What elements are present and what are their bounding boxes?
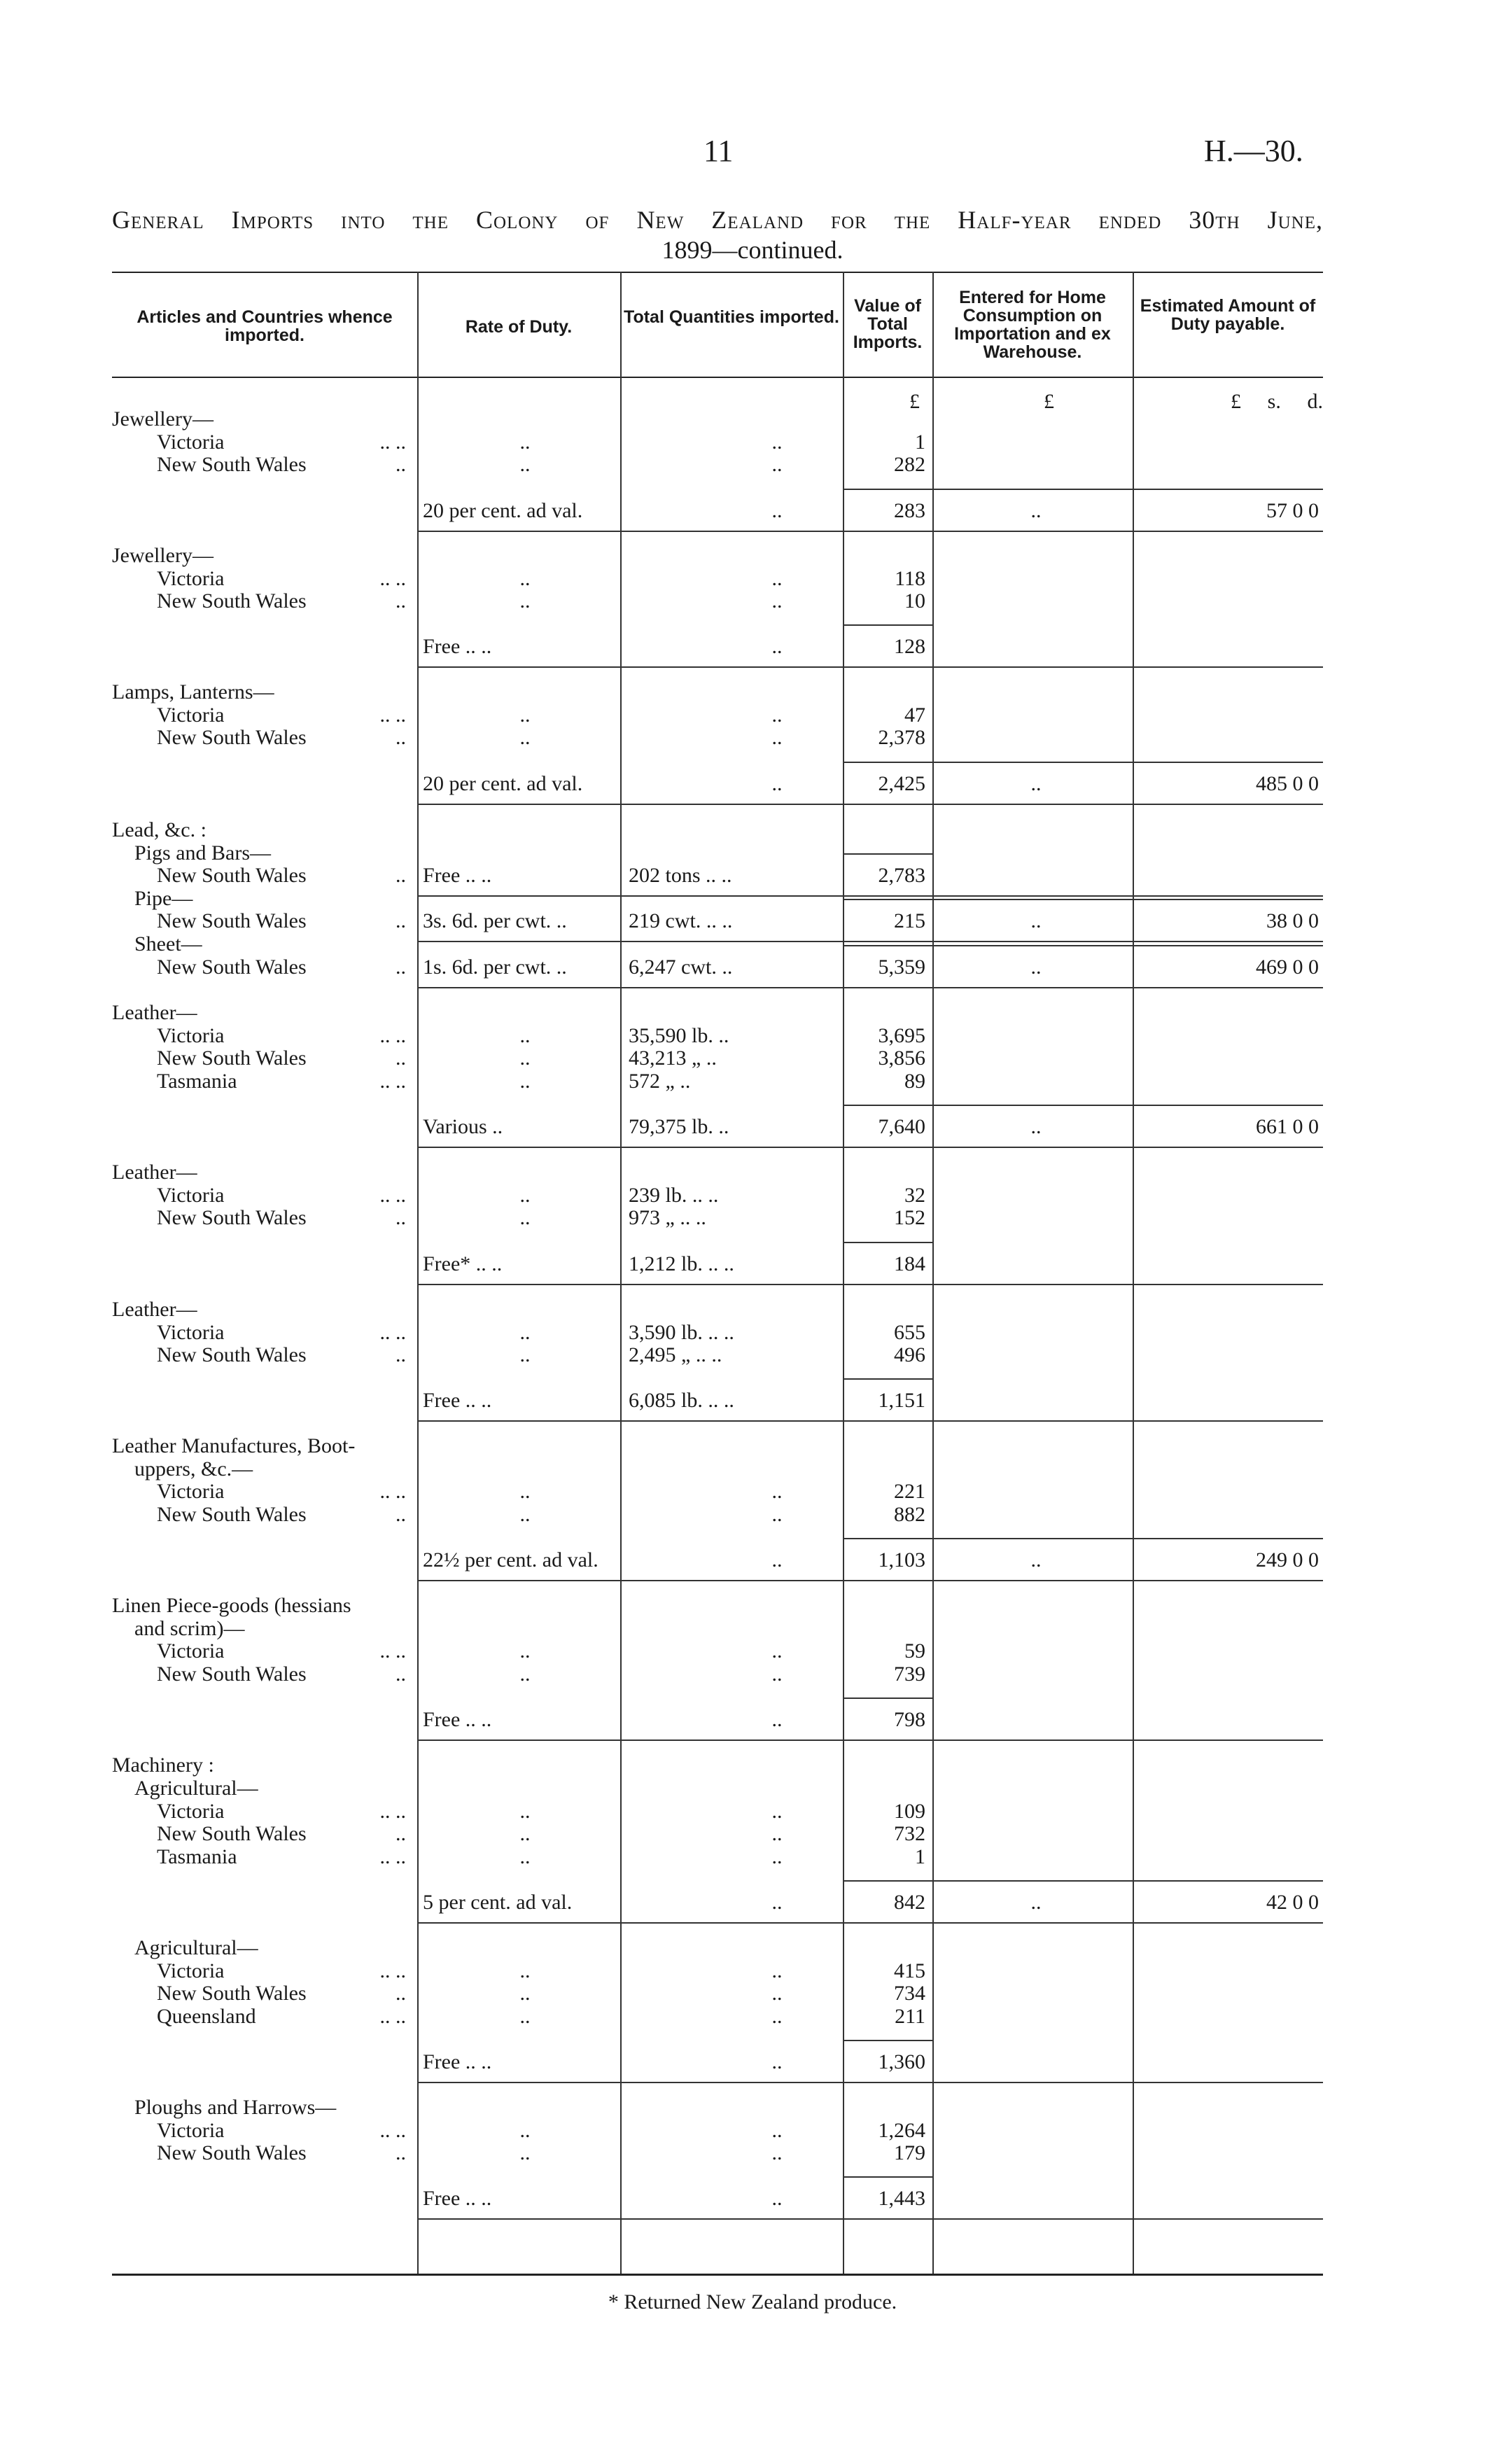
rate-of-duty: Free* .. .. xyxy=(423,1252,503,1275)
article-label: Lead, &c. : xyxy=(112,818,206,841)
value-of-imports: 89 xyxy=(904,1070,925,1093)
rate-of-duty: .. xyxy=(519,567,531,590)
estimated-duty: 57 0 0 xyxy=(1266,499,1319,522)
group-rule xyxy=(417,666,1323,668)
leader-dots: .. .. xyxy=(379,704,406,727)
total-quantity: 3,590 lb. .. .. xyxy=(629,1321,734,1344)
leader-dots: .. .. xyxy=(379,2119,406,2142)
col-head-entered: Entered for Home Consumption on Importation and ex Warehouse. xyxy=(954,288,1111,362)
rate-of-duty: .. xyxy=(519,1503,531,1526)
entered-home-consumption: .. xyxy=(1030,1115,1042,1138)
value-of-imports: 882 xyxy=(894,1503,925,1526)
total-quantity: .. xyxy=(771,1548,783,1572)
column-separator xyxy=(417,272,419,2274)
total-quantity: 202 tons .. .. xyxy=(629,864,732,887)
value-of-imports: 152 xyxy=(894,1206,925,1229)
value-of-imports: 496 xyxy=(894,1343,925,1366)
value-of-imports: 128 xyxy=(894,635,925,658)
leader-dots: .. .. xyxy=(379,1639,406,1662)
entered-home-consumption: .. xyxy=(1030,772,1042,795)
group-rule xyxy=(417,987,1323,988)
leader-dots: .. .. xyxy=(379,1070,406,1093)
table-top-rule xyxy=(112,272,1323,273)
total-quantity: 6,247 cwt. .. xyxy=(629,955,733,979)
total-quantity: .. xyxy=(771,2141,783,2164)
total-quantity: .. xyxy=(771,1891,783,1914)
rate-of-duty: .. xyxy=(519,589,531,612)
leader-dots: .. .. xyxy=(379,1959,406,1982)
article-label: Lamps, Lanterns— xyxy=(112,680,274,704)
total-quantity: .. xyxy=(771,704,783,727)
total-quantity: .. xyxy=(771,1822,783,1845)
article-label: Agricultural— xyxy=(134,1777,258,1800)
article-label: Linen Piece-goods (hessians xyxy=(112,1594,351,1617)
entered-home-consumption: .. xyxy=(1030,955,1042,979)
group-rule xyxy=(417,1284,1323,1285)
subtotal-rule xyxy=(843,1698,932,1699)
value-of-imports: 415 xyxy=(894,1959,925,1982)
group-rule xyxy=(417,895,1323,897)
total-quantity: .. xyxy=(771,430,783,454)
total-quantity: .. xyxy=(771,2119,783,2142)
rate-of-duty: Free .. .. xyxy=(423,1389,492,1412)
leader-dots: .. xyxy=(396,1046,406,1070)
article-label: Tasmania xyxy=(157,1070,237,1093)
group-rule xyxy=(417,2218,1323,2220)
total-quantity: .. xyxy=(771,1982,783,2005)
rate-of-duty: .. xyxy=(519,1959,531,1982)
total-quantity: .. xyxy=(771,772,783,795)
total-quantity: 6,085 lb. .. .. xyxy=(629,1389,734,1412)
rate-of-duty: .. xyxy=(519,1845,531,1868)
rate-of-duty: .. xyxy=(519,1639,531,1662)
col-head-rate: Rate of Duty. xyxy=(465,317,573,337)
leader-dots: .. xyxy=(396,1662,406,1686)
article-label: Machinery : xyxy=(112,1754,214,1777)
subtotal-rule xyxy=(843,1880,1323,1882)
page-number: 11 xyxy=(704,134,734,168)
leader-dots: .. xyxy=(396,453,406,476)
value-of-imports: 655 xyxy=(894,1321,925,1344)
col-head-duty: Estimated Amount of Duty payable. xyxy=(1140,296,1316,334)
article-label: Ploughs and Harrows— xyxy=(134,2096,337,2119)
rate-of-duty: Free .. .. xyxy=(423,1708,492,1731)
leader-dots: .. .. xyxy=(379,1321,406,1344)
rate-of-duty: .. xyxy=(519,1046,531,1070)
total-quantity: .. xyxy=(771,453,783,476)
subtotal-rule xyxy=(843,2040,932,2041)
value-of-imports: 1,103 xyxy=(878,1548,925,1572)
total-quantity: .. xyxy=(771,1480,783,1503)
article-label: Sheet— xyxy=(134,932,202,955)
estimated-duty: 485 0 0 xyxy=(1256,772,1319,795)
subtotal-rule xyxy=(843,1378,932,1380)
leader-dots: .. xyxy=(396,1343,406,1366)
table-subtitle: 1899—continued. xyxy=(662,236,844,264)
group-rule xyxy=(417,2082,1323,2083)
article-label: New South Wales xyxy=(157,1822,307,1845)
imports-table xyxy=(112,272,1323,2279)
group-rule xyxy=(417,804,1323,805)
leader-dots: .. xyxy=(396,1822,406,1845)
entered-home-consumption: .. xyxy=(1030,1891,1042,1914)
value-of-imports: 3,695 xyxy=(878,1024,925,1047)
article-label: Victoria xyxy=(157,1800,225,1823)
total-quantity: .. xyxy=(771,2005,783,2028)
rate-of-duty: .. xyxy=(519,2005,531,2028)
rate-of-duty: 20 per cent. ad val. xyxy=(423,772,583,795)
rate-of-duty: .. xyxy=(519,1024,531,1047)
column-separator xyxy=(932,272,934,2274)
total-quantity: 1,212 lb. .. .. xyxy=(629,1252,734,1275)
subtotal-rule xyxy=(843,2176,932,2178)
article-label: Victoria xyxy=(157,2119,225,2142)
article-label: and scrim)— xyxy=(134,1617,245,1640)
article-label: Victoria xyxy=(157,1024,225,1047)
leader-dots: .. xyxy=(396,1206,406,1229)
article-label: New South Wales xyxy=(157,909,307,932)
rate-of-duty: .. xyxy=(519,726,531,749)
total-quantity: .. xyxy=(771,1708,783,1731)
entered-home-consumption: .. xyxy=(1030,499,1042,522)
value-of-imports: 2,378 xyxy=(878,726,925,749)
rate-of-duty: .. xyxy=(519,453,531,476)
value-of-imports: 211 xyxy=(895,2005,925,2028)
estimated-duty: 42 0 0 xyxy=(1266,1891,1319,1914)
article-label: Victoria xyxy=(157,1184,225,1207)
article-label: Victoria xyxy=(157,1480,225,1503)
value-of-imports: 1,443 xyxy=(878,2187,925,2210)
leader-dots: .. .. xyxy=(379,430,406,454)
value-of-imports: 7,640 xyxy=(878,1115,925,1138)
header-bottom-rule xyxy=(112,377,1323,378)
rate-of-duty: .. xyxy=(519,1070,531,1093)
rate-of-duty: .. xyxy=(519,1184,531,1207)
unit-pounds: £ xyxy=(1231,390,1241,413)
value-of-imports: 118 xyxy=(895,567,925,590)
value-of-imports: 179 xyxy=(894,2141,925,2164)
total-quantity: 973 „ .. .. xyxy=(629,1206,706,1229)
rate-of-duty: .. xyxy=(519,2141,531,2164)
subtotal-rule xyxy=(843,853,932,855)
article-label: Jewellery— xyxy=(112,407,214,430)
column-separator xyxy=(843,272,844,2274)
article-label: Victoria xyxy=(157,1321,225,1344)
entered-home-consumption: .. xyxy=(1030,909,1042,932)
subtotal-rule xyxy=(843,489,1323,490)
article-label: Queensland xyxy=(157,2005,256,2028)
total-quantity: .. xyxy=(771,1800,783,1823)
parliamentary-reference: H.—30. xyxy=(1204,134,1303,168)
article-label: Victoria xyxy=(157,1639,225,1662)
group-rule xyxy=(417,1740,1323,1741)
leader-dots: .. .. xyxy=(379,1845,406,1868)
total-quantity: .. xyxy=(771,1662,783,1686)
rate-of-duty: 1s. 6d. per cwt. .. xyxy=(423,955,567,979)
leader-dots: .. xyxy=(396,1503,406,1526)
leader-dots: .. xyxy=(396,955,406,979)
unit-shillings: s. xyxy=(1267,390,1281,413)
article-label: New South Wales xyxy=(157,1343,307,1366)
value-of-imports: 1 xyxy=(915,1845,925,1868)
total-quantity: .. xyxy=(771,499,783,522)
article-label: New South Wales xyxy=(157,726,307,749)
article-label: New South Wales xyxy=(157,1982,307,2005)
table-title: General Imports into the Colony of New Zealand for the Half-year ended 30th June, xyxy=(112,206,1323,234)
group-rule xyxy=(417,1580,1323,1581)
total-quantity: .. xyxy=(771,2050,783,2073)
rate-of-duty: .. xyxy=(519,1480,531,1503)
leader-dots: .. .. xyxy=(379,567,406,590)
article-label: New South Wales xyxy=(157,1046,307,1070)
estimated-duty: 249 0 0 xyxy=(1256,1548,1319,1572)
value-of-imports: 732 xyxy=(894,1822,925,1845)
rate-of-duty: Free .. .. xyxy=(423,2187,492,2210)
total-quantity: 79,375 lb. .. xyxy=(629,1115,729,1138)
article-label: Leather Manufactures, Boot- xyxy=(112,1434,356,1457)
article-label: New South Wales xyxy=(157,589,307,612)
leader-dots: .. .. xyxy=(379,2005,406,2028)
value-of-imports: 798 xyxy=(894,1708,925,1731)
leader-dots: .. xyxy=(396,589,406,612)
article-label: New South Wales xyxy=(157,1503,307,1526)
group-rule xyxy=(417,1420,1323,1422)
leader-dots: .. .. xyxy=(379,1184,406,1207)
total-quantity: 2,495 „ .. .. xyxy=(629,1343,722,1366)
article-label: Jewellery— xyxy=(112,544,214,567)
total-quantity: .. xyxy=(771,1845,783,1868)
total-quantity: .. xyxy=(771,2187,783,2210)
total-quantity: .. xyxy=(771,1959,783,1982)
article-label: Victoria xyxy=(157,430,225,454)
value-of-imports: 739 xyxy=(894,1662,925,1686)
value-of-imports: 1,151 xyxy=(878,1389,925,1412)
value-of-imports: 842 xyxy=(894,1891,925,1914)
rate-of-duty: .. xyxy=(519,704,531,727)
leader-dots: .. xyxy=(396,864,406,887)
rate-of-duty: .. xyxy=(519,430,531,454)
rate-of-duty: 5 per cent. ad val. xyxy=(423,1891,573,1914)
value-of-imports: 184 xyxy=(894,1252,925,1275)
footnote: * Returned New Zealand produce. xyxy=(608,2290,897,2314)
subtotal-rule xyxy=(843,1105,1323,1106)
entered-home-consumption: .. xyxy=(1030,1548,1042,1572)
value-of-imports: 283 xyxy=(894,499,925,522)
col-head-articles: Articles and Countries whence imported. xyxy=(136,307,393,345)
leader-dots: .. xyxy=(396,726,406,749)
article-label: New South Wales xyxy=(157,453,307,476)
rate-of-duty: Various .. xyxy=(423,1115,503,1138)
value-of-imports: 215 xyxy=(894,909,925,932)
value-of-imports: 1,264 xyxy=(878,2119,925,2142)
article-label: Pipe— xyxy=(134,887,193,910)
subtotal-rule xyxy=(843,1538,1323,1539)
leader-dots: .. xyxy=(396,1982,406,2005)
rate-of-duty: .. xyxy=(519,1800,531,1823)
value-of-imports: 3,856 xyxy=(878,1046,925,1070)
value-of-imports: 109 xyxy=(894,1800,925,1823)
total-quantity: 572 „ .. xyxy=(629,1070,691,1093)
value-of-imports: 59 xyxy=(904,1639,925,1662)
rate-of-duty: .. xyxy=(519,1822,531,1845)
unit-value: £ xyxy=(909,390,920,413)
article-label: Victoria xyxy=(157,704,225,727)
article-label: Victoria xyxy=(157,567,225,590)
group-rule xyxy=(417,531,1323,532)
rate-of-duty: .. xyxy=(519,1206,531,1229)
total-quantity: .. xyxy=(771,1639,783,1662)
value-of-imports: 47 xyxy=(904,704,925,727)
rate-of-duty: .. xyxy=(519,1321,531,1344)
leader-dots: .. xyxy=(396,2141,406,2164)
article-label: Tasmania xyxy=(157,1845,237,1868)
total-quantity: .. xyxy=(771,589,783,612)
value-of-imports: 32 xyxy=(904,1184,925,1207)
rate-of-duty: 3s. 6d. per cwt. .. xyxy=(423,909,567,932)
estimated-duty: 469 0 0 xyxy=(1256,955,1319,979)
total-quantity: .. xyxy=(771,726,783,749)
rate-of-duty: .. xyxy=(519,1982,531,2005)
total-quantity: 35,590 lb. .. xyxy=(629,1024,729,1047)
value-of-imports: 734 xyxy=(894,1982,925,2005)
rate-of-duty: Free .. .. xyxy=(423,2050,492,2073)
leader-dots: .. xyxy=(396,909,406,932)
article-label: New South Wales xyxy=(157,2141,307,2164)
value-of-imports: 5,359 xyxy=(878,955,925,979)
total-quantity: 43,213 „ .. xyxy=(629,1046,717,1070)
group-rule xyxy=(417,1147,1323,1148)
unit-duty xyxy=(1231,391,1323,413)
total-quantity: .. xyxy=(771,1503,783,1526)
group-rule xyxy=(417,1922,1323,1924)
leader-dots: .. .. xyxy=(379,1800,406,1823)
leader-dots: .. .. xyxy=(379,1024,406,1047)
article-label: New South Wales xyxy=(157,1206,307,1229)
rate-of-duty: 20 per cent. ad val. xyxy=(423,499,583,522)
estimated-duty: 38 0 0 xyxy=(1266,909,1319,932)
value-of-imports: 1 xyxy=(915,430,925,454)
article-label: New South Wales xyxy=(157,955,307,979)
value-of-imports: 10 xyxy=(904,589,925,612)
subtotal-rule xyxy=(843,945,1323,946)
subtotal-rule xyxy=(843,762,1323,763)
total-quantity: 239 lb. .. .. xyxy=(629,1184,719,1207)
rate-of-duty: 22½ per cent. ad val. xyxy=(423,1548,598,1572)
article-label: Leather— xyxy=(112,1298,197,1321)
total-quantity: .. xyxy=(771,635,783,658)
rate-of-duty: .. xyxy=(519,2119,531,2142)
unit-pence: d. xyxy=(1307,390,1323,413)
rate-of-duty: Free .. .. xyxy=(423,864,492,887)
subtotal-rule xyxy=(843,1242,932,1243)
value-of-imports: 221 xyxy=(894,1480,925,1503)
article-label: Victoria xyxy=(157,1959,225,1982)
article-label: uppers, &c.— xyxy=(134,1457,253,1480)
estimated-duty: 661 0 0 xyxy=(1256,1115,1319,1138)
leader-dots: .. .. xyxy=(379,1480,406,1503)
article-label: Agricultural— xyxy=(134,1936,258,1959)
article-label: Leather— xyxy=(112,1001,197,1024)
total-quantity: .. xyxy=(771,567,783,590)
total-quantity: 219 cwt. .. .. xyxy=(629,909,733,932)
rate-of-duty: .. xyxy=(519,1343,531,1366)
value-of-imports: 282 xyxy=(894,453,925,476)
group-rule xyxy=(417,941,1323,942)
article-label: Leather— xyxy=(112,1161,197,1184)
col-head-quantities: Total Quantities imported. xyxy=(624,307,839,327)
value-of-imports: 1,360 xyxy=(878,2050,925,2073)
article-label: New South Wales xyxy=(157,864,307,887)
subtotal-rule xyxy=(843,624,932,626)
col-head-value: Value of Total Imports. xyxy=(853,296,923,352)
rate-of-duty: Free .. .. xyxy=(423,635,492,658)
subtotal-rule xyxy=(843,899,1323,900)
unit-entered: £ xyxy=(1044,390,1054,413)
article-label: New South Wales xyxy=(157,1662,307,1686)
article-label: Pigs and Bars— xyxy=(134,841,271,864)
column-separator xyxy=(1133,272,1134,2274)
rate-of-duty: .. xyxy=(519,1662,531,1686)
value-of-imports: 2,425 xyxy=(878,772,925,795)
table-bottom-rule xyxy=(112,2274,1323,2276)
value-of-imports: 2,783 xyxy=(878,864,925,887)
column-separator xyxy=(620,272,622,2274)
